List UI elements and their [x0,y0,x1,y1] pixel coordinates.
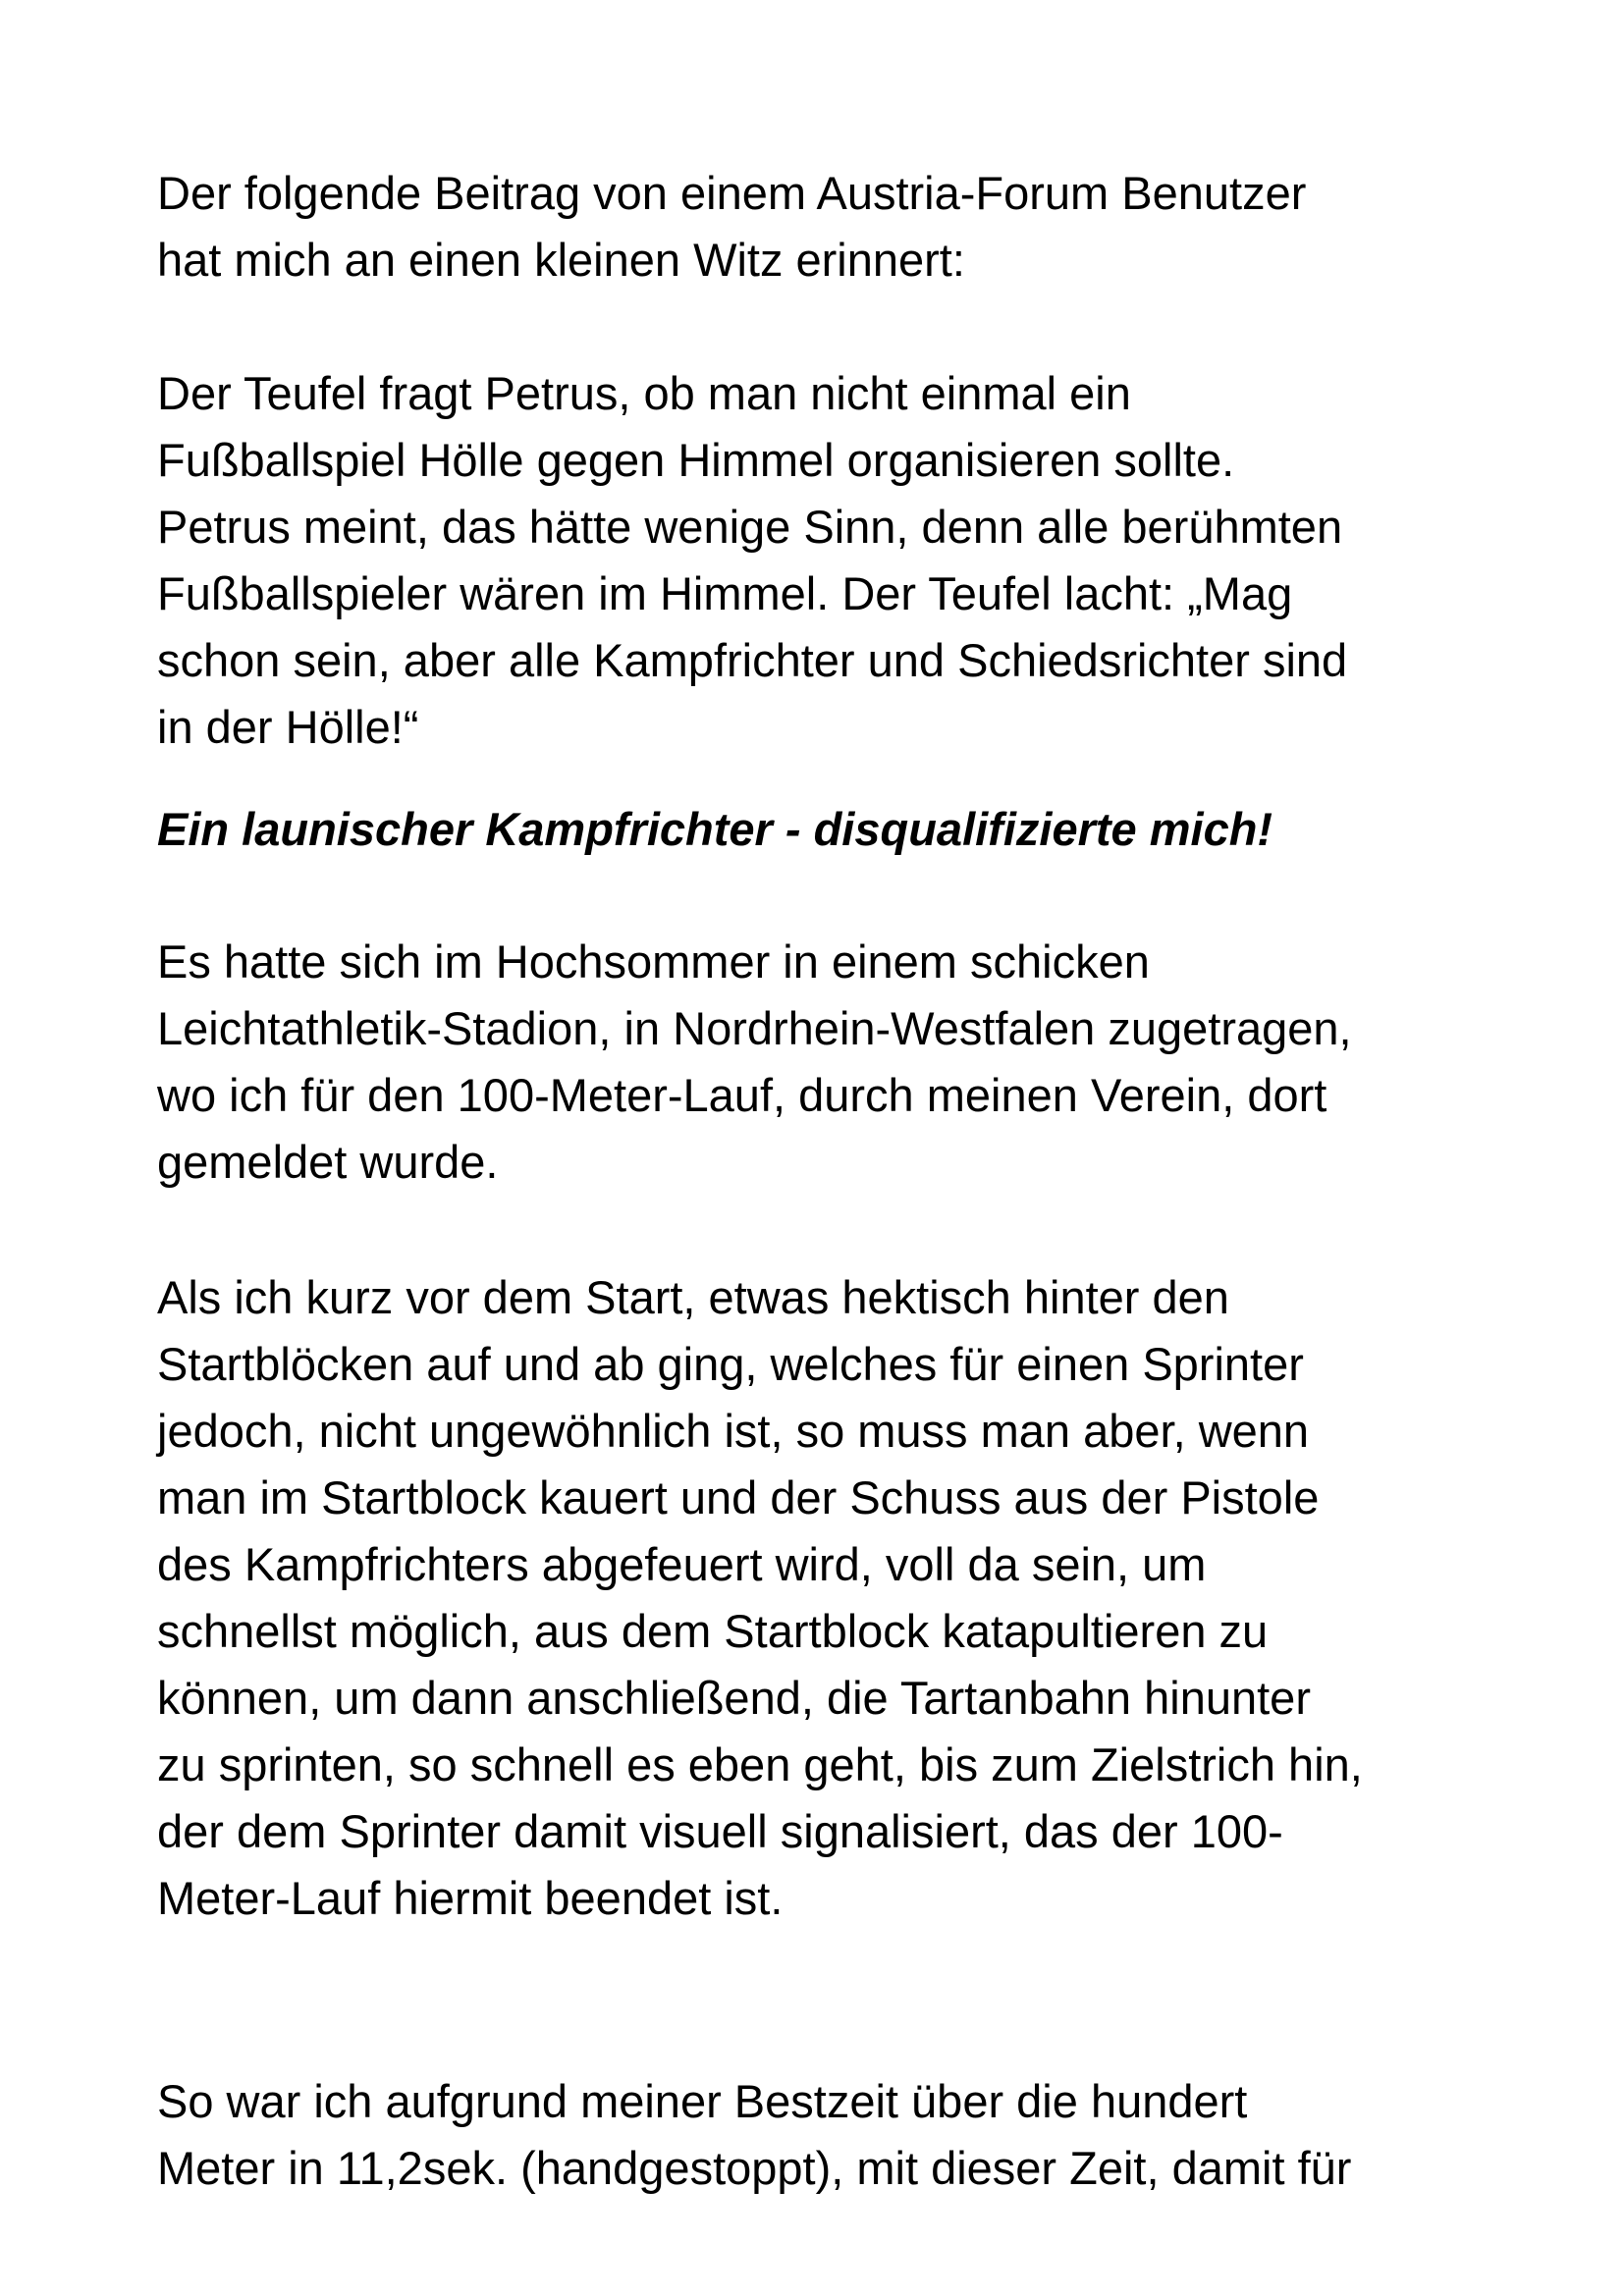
intro-paragraph: Der folgende Beitrag von einem Austria-Forum Benutzer hat mich an einen kleinen Witz erinnert: [157,167,1307,286]
section-heading: Ein launischer Kampfrichter - disqualifizierte mich! [157,803,1273,855]
story-paragraph-2: Als ich kurz vor dem Start, etwas hektisch hinter den Startblöcken auf und ab ging, welches für einen Sprinter jedoch, nicht ungewöhnlich ist, so muss man aber, wenn man im Startblock kauert und der Schuss aus der Pistole des Kampfrichters abgefeuert wird, voll da sein, um schnellst möglich, aus dem Startblock katapultieren zu können, um dann anschließend, die Tartanbahn hinunter zu sprinten, so schnell es eben geht, bis zum Zielstrich hin, der dem Sprinter damit visuell signalisiert, das der 100- Meter-Lauf hiermit beendet ist. [157,1271,1363,1924]
story-paragraph-1: Es hatte sich im Hochsommer in einem schicken Leichtathletik-Stadion, in Nordrhein-Westfalen zugetragen, wo ich für den 100-Meter-Lauf, durch meinen Verein, dort gemeldet wurde. [157,935,1352,1188]
story-paragraph-3: So war ich aufgrund meiner Bestzeit über die hundert Meter in 11,2sek. (handgestoppt), mit dieser Zeit, damit für [157,2075,1352,2194]
joke-paragraph: Der Teufel fragt Petrus, ob man nicht einmal ein Fußballspiel Hölle gegen Himmel organisieren sollte. Petrus meint, das hätte wenige Sinn, denn alle berühmten Fußballspieler wären im Himmel. Der Teufel lacht: „Mag schon sein, aber alle Kampfrichter und Schiedsrichter sind in der Hölle!“ [157,367,1348,753]
